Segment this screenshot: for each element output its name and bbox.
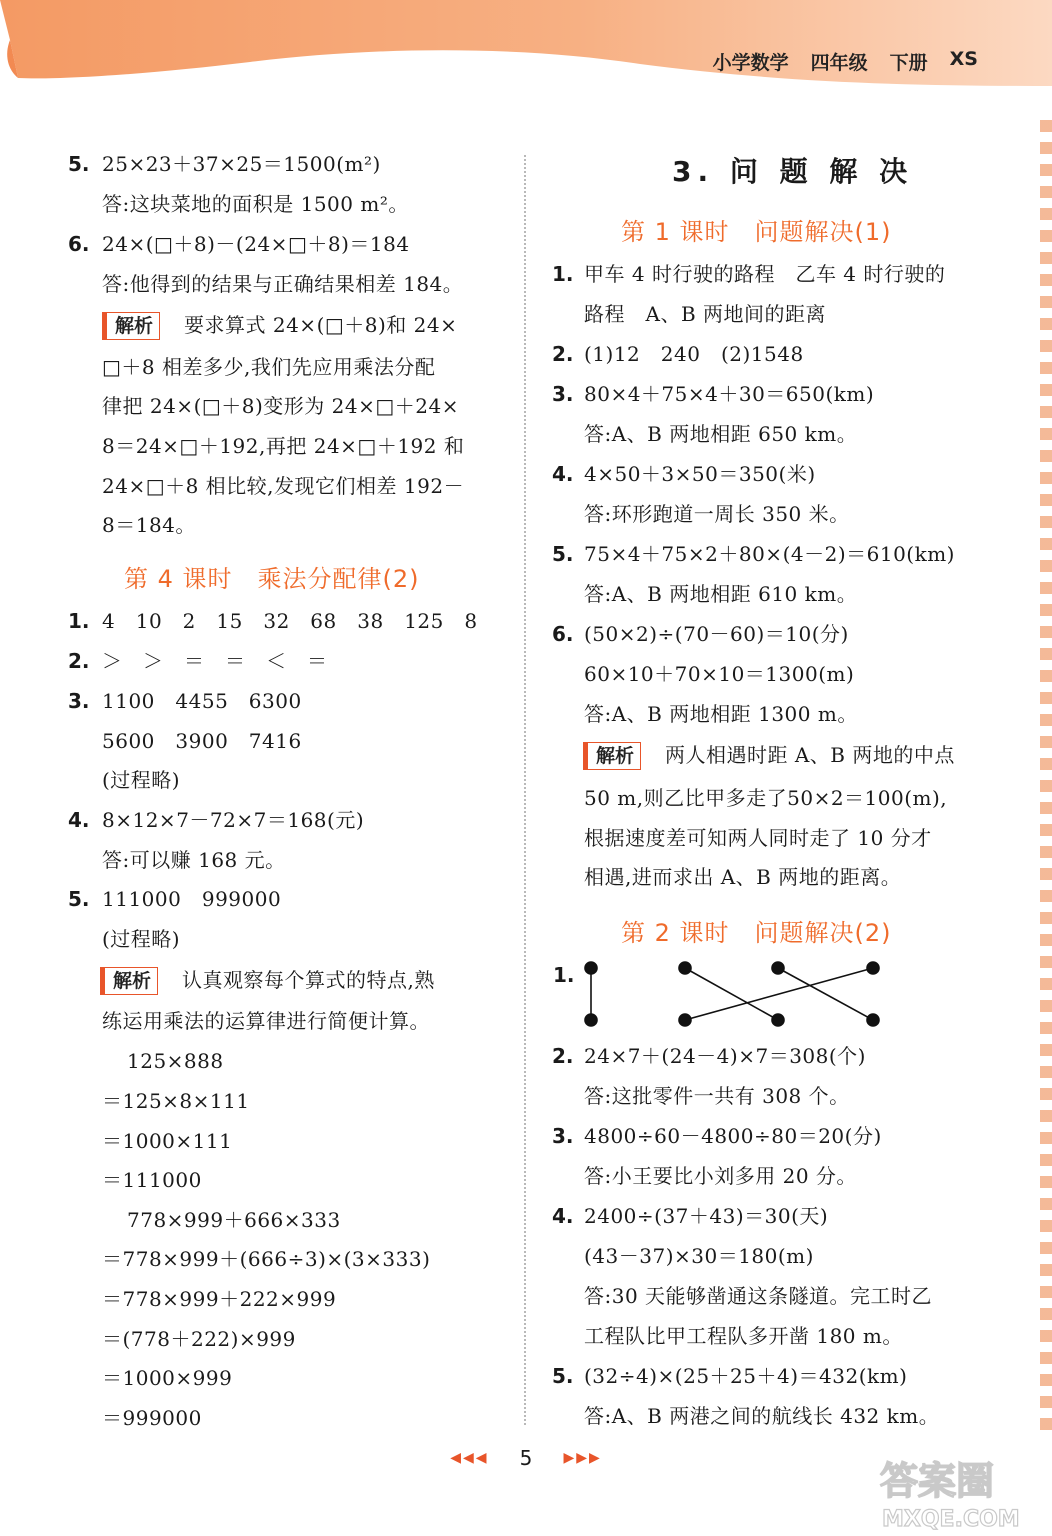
answer-line: 125×888 xyxy=(127,1049,224,1073)
answer-line: ＝111000 xyxy=(102,1168,202,1192)
answer-line: 1100 4455 6300 xyxy=(102,689,302,713)
question-number: 3. xyxy=(552,1124,574,1148)
answer-line: 4×50＋3×50＝350(米) xyxy=(584,462,816,486)
question-number: 4. xyxy=(68,808,90,832)
answer-line: 两人相遇时距 A、B 两地的中点 xyxy=(665,743,955,767)
answer-line: 工程队比甲工程队多开凿 180 m。 xyxy=(584,1324,903,1348)
answer-line: 答:A、B 两地相距 610 km。 xyxy=(584,582,858,606)
match-dot xyxy=(867,1014,879,1026)
prev-arrows-icon: ◀◀◀ xyxy=(450,1450,489,1466)
watermark-logo xyxy=(870,1452,1040,1532)
answer-line: 24×□＋8 相比较,发现它们相差 192－ xyxy=(102,474,465,498)
answer-line: ＝(778＋222)×999 xyxy=(102,1327,296,1351)
answer-line: ＝125×8×111 xyxy=(102,1089,250,1113)
answer-line: 5600 3900 7416 xyxy=(102,729,302,753)
answer-line: (50×2)÷(70－60)＝10(分) xyxy=(584,622,849,646)
header-edition: XS xyxy=(949,48,978,70)
answer-line: 答:环形跑道一周长 350 米。 xyxy=(584,502,850,526)
match-dot xyxy=(679,1014,691,1026)
match-dot xyxy=(867,962,879,974)
answer-line: 25×23＋37×25＝1500(m²) xyxy=(102,152,381,176)
match-dot xyxy=(772,962,784,974)
answer-line: 24×7＋(24－4)×7＝308(个) xyxy=(584,1044,866,1068)
watermark-top: 答案圈 xyxy=(880,1459,995,1503)
answer-line: 4 10 2 15 32 68 38 125 8 xyxy=(102,609,478,633)
column-divider xyxy=(524,155,526,1425)
answer-line: 2400÷(37＋43)＝30(天) xyxy=(584,1204,829,1228)
answer-line: 60×10＋70×10＝1300(m) xyxy=(584,662,855,686)
answer-line: (43－37)×30＝180(m) xyxy=(584,1244,814,1268)
answer-line: (过程略) xyxy=(102,768,181,792)
answer-line: 8×12×7－72×7＝168(元) xyxy=(102,808,365,832)
question-number: 5. xyxy=(68,887,90,911)
section-title: 3. 问 题 解 决 xyxy=(672,155,914,188)
answer-line: 8＝24×□＋192,再把 24×□＋192 和 xyxy=(102,434,465,458)
analysis-tag: 解析 xyxy=(102,312,160,340)
answer-line: 24×(□＋8)－(24×□＋8)＝184 xyxy=(102,232,410,256)
answer-line: (过程略) xyxy=(102,927,181,951)
question-number: 1. xyxy=(552,262,574,286)
match-line-4 xyxy=(685,968,873,1020)
question-number: 1. xyxy=(68,609,90,633)
lesson-title: 第 2 课时 问题解决(2) xyxy=(621,919,892,947)
answer-line: ＝1000×999 xyxy=(102,1366,233,1390)
match-line-3 xyxy=(778,968,873,1020)
question-number: 2. xyxy=(552,342,574,366)
header-info xyxy=(713,48,978,75)
answer-line: 50 m,则乙比甲多走了50×2＝100(m), xyxy=(584,786,948,810)
match-dot xyxy=(679,962,691,974)
answer-line: 答:A、B 两地相距 650 km。 xyxy=(584,422,858,446)
question-number: 4. xyxy=(552,1204,574,1228)
answer-line: ＝1000×111 xyxy=(102,1129,233,1153)
answer-line: 答:他得到的结果与正确结果相差 184。 xyxy=(102,272,464,296)
analysis-tag: 解析 xyxy=(100,967,158,995)
answer-line: (1)12 240 (2)1548 xyxy=(584,342,804,366)
answer-line: (32÷4)×(25＋25＋4)＝432(km) xyxy=(584,1364,908,1388)
match-line-2 xyxy=(685,968,778,1020)
answer-line: 甲车 4 时行驶的路程 乙车 4 时行驶的 xyxy=(584,262,946,286)
answer-line: 75×4＋75×2＋80×(4－2)＝610(km) xyxy=(584,542,955,566)
answer-line: 答:小王要比小刘多用 20 分。 xyxy=(584,1164,857,1188)
answer-line: ＝999000 xyxy=(102,1406,202,1430)
match-dot xyxy=(772,1014,784,1026)
question-number: 4. xyxy=(552,462,574,486)
header-volume: 下册 xyxy=(889,52,928,74)
question-number: 5. xyxy=(68,152,90,176)
answer-line: 路程 A、B 两地间的距离 xyxy=(584,302,826,326)
question-number: 6. xyxy=(68,232,90,256)
question-number: 3. xyxy=(552,382,574,406)
answer-line: 认真观察每个算式的特点,熟 xyxy=(182,968,435,992)
answer-line: 练运用乘法的运算律进行简便计算。 xyxy=(102,1009,430,1033)
answer-line: 答:A、B 两地相距 1300 m。 xyxy=(584,702,858,726)
lesson-title: 第 4 课时 乘法分配律(2) xyxy=(124,565,420,593)
question-number: 2. xyxy=(552,1044,574,1068)
next-arrows-icon: ▶▶▶ xyxy=(563,1450,602,1466)
answer-line: ＞ ＞ ＝ ＝ ＜ ＝ xyxy=(102,649,328,673)
header-subject: 小学数学 xyxy=(712,52,789,74)
answer-line: 8＝184。 xyxy=(102,513,196,537)
analysis-tag: 解析 xyxy=(583,742,641,770)
answer-line: 答:可以赚 168 元。 xyxy=(102,848,286,872)
answer-line: □＋8 相差多少,我们先应用乘法分配 xyxy=(102,355,436,379)
match-dot xyxy=(585,1014,597,1026)
answer-line: ＝778×999＋(666÷3)×(3×333) xyxy=(102,1247,431,1271)
question-number: 5. xyxy=(552,1364,574,1388)
match-dot xyxy=(585,962,597,974)
matching-diagram xyxy=(580,958,890,1030)
answer-line: 答:这批零件一共有 308 个。 xyxy=(584,1084,850,1108)
question-number: 5. xyxy=(552,542,574,566)
question-number: 2. xyxy=(68,649,90,673)
answer-line: 4800÷60－4800÷80＝20(分) xyxy=(584,1124,882,1148)
answer-line: 111000 999000 xyxy=(102,887,282,911)
edge-strip xyxy=(1040,120,1052,1430)
answer-line: 80×4＋75×4＋30＝650(km) xyxy=(584,382,875,406)
header-grade: 四年级 xyxy=(810,52,868,74)
question-number: 6. xyxy=(552,622,574,646)
answer-line: 答:这块菜地的面积是 1500 m²。 xyxy=(102,192,409,216)
answer-line: 要求算式 24×(□＋8)和 24× xyxy=(184,313,458,337)
answer-line: 根据速度差可知两人同时走了 10 分才 xyxy=(584,826,932,850)
answer-line: 778×999＋666×333 xyxy=(127,1208,341,1232)
lesson-title: 第 1 课时 问题解决(1) xyxy=(621,218,892,246)
answer-line: 律把 24×(□＋8)变形为 24×□＋24× xyxy=(102,394,459,418)
question-number: 3. xyxy=(68,689,90,713)
answer-line: ＝778×999＋222×999 xyxy=(102,1287,337,1311)
watermark-bottom: MXQE.COM xyxy=(882,1507,1020,1532)
answer-line: 答:30 天能够凿通这条隧道。完工时乙 xyxy=(584,1284,933,1308)
q1-number: 1. xyxy=(553,963,575,987)
page-number: 5 xyxy=(519,1446,533,1470)
answer-line: 答:A、B 两港之间的航线长 432 km。 xyxy=(584,1404,940,1428)
answer-line: 相遇,进而求出 A、B 两地的距离。 xyxy=(584,865,902,889)
